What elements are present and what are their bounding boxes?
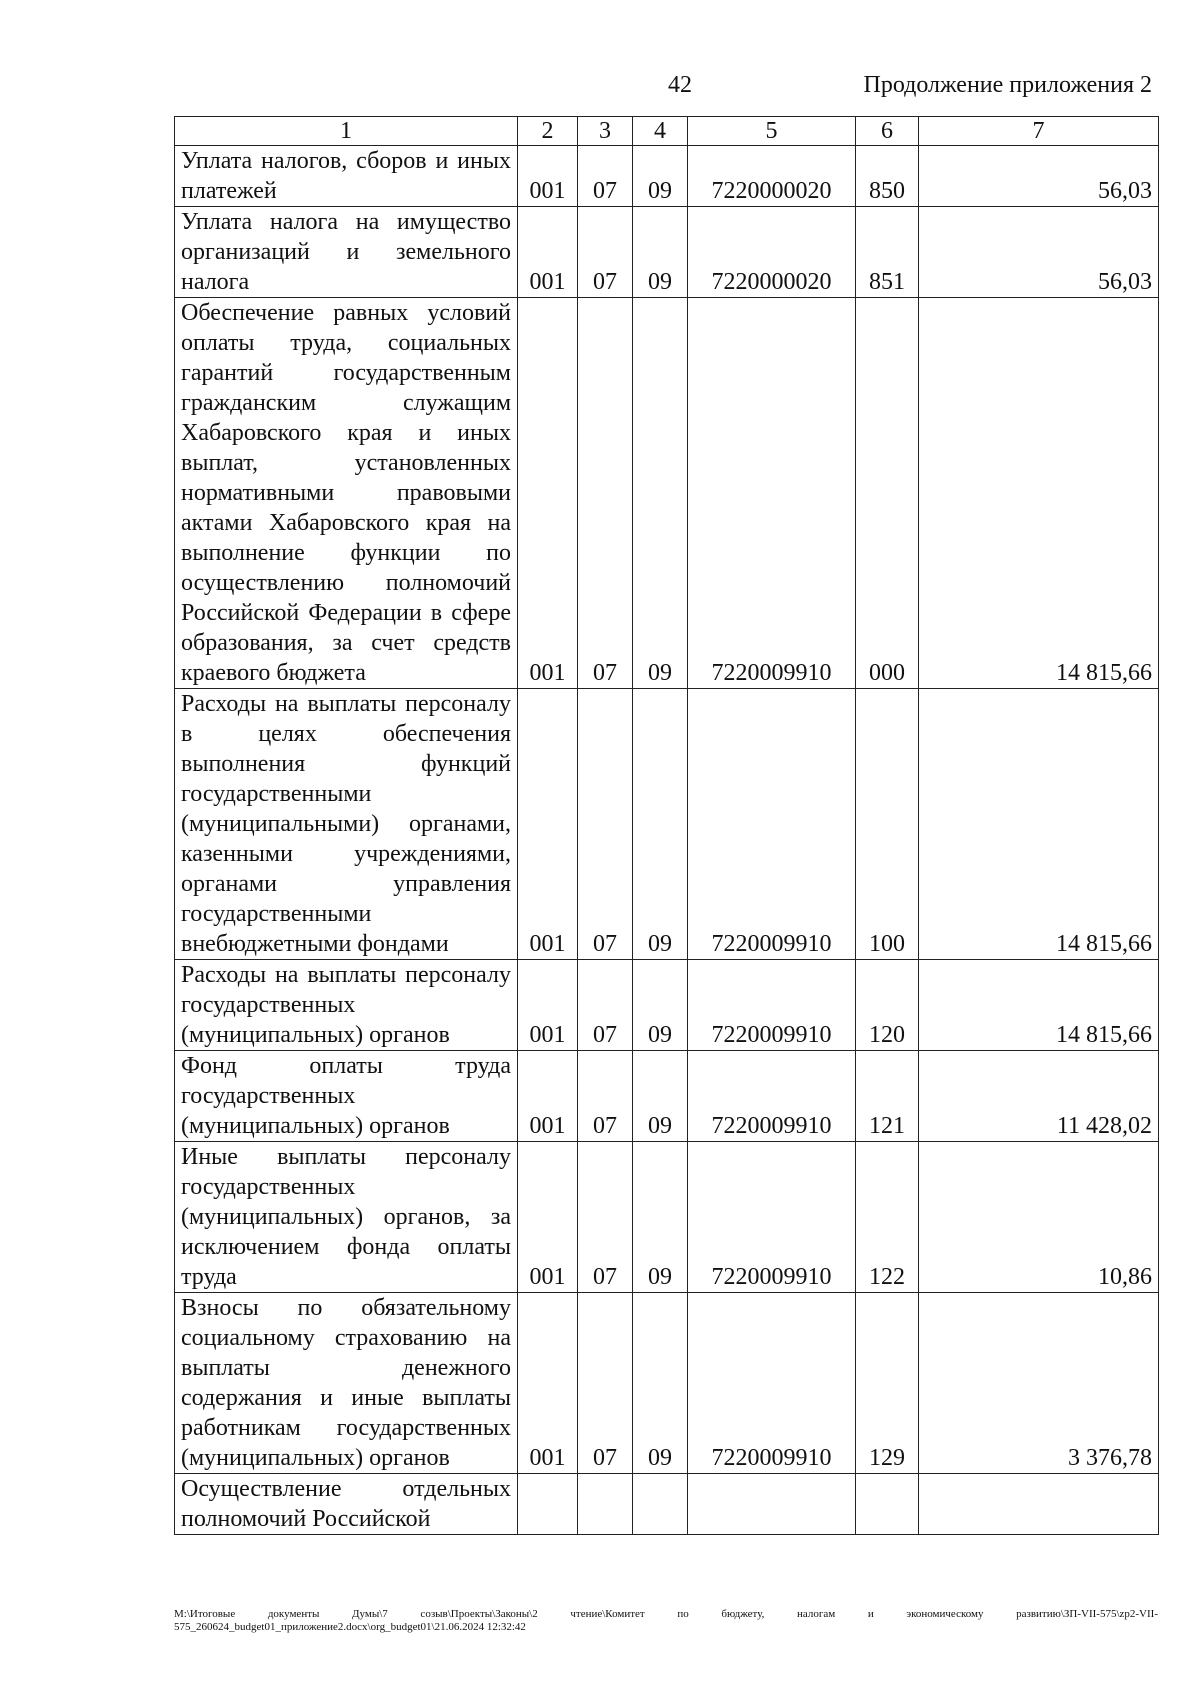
cell-target-article: 7220009910: [688, 1142, 856, 1293]
cell-ministry-code: 001: [518, 1051, 578, 1142]
cell-amount: 3 376,78: [919, 1293, 1159, 1474]
row-description: Обеспечение равных условий оплаты труда, социальных гарантий государственным гражданским служащим Хабаровского края и иных выплат, установленных нормативными правовыми актами Хабаровского края на выполнение функции по осуществлению полномочий Российской Федерации в сфере образования, за счет средств краевого бюджета: [175, 298, 518, 689]
row-description: Уплата налогов, сборов и иных платежей: [175, 146, 518, 207]
cell-section: 07: [578, 1142, 633, 1293]
table-row: [175, 207, 1159, 298]
column-header: 5: [688, 117, 856, 146]
column-header: 3: [578, 117, 633, 146]
table-row: [175, 1293, 1159, 1474]
row-description: Иные выплаты персоналу государственных (муниципальных) органов, за исключением фонда оплаты труда: [175, 1142, 518, 1293]
cell-amount: 56,03: [919, 146, 1159, 207]
row-description: Фонд оплаты труда государственных (муниципальных) органов: [175, 1051, 518, 1142]
cell-subsection: 09: [633, 960, 688, 1051]
cell-expense-type: 000: [856, 298, 919, 689]
cell-target-article: 7220009910: [688, 1051, 856, 1142]
table-row: [175, 146, 1159, 207]
cell-ministry-code: 001: [518, 298, 578, 689]
cell-expense-type: 100: [856, 689, 919, 960]
cell-expense-type: 122: [856, 1142, 919, 1293]
column-header: 6: [856, 117, 919, 146]
cell-section: 07: [578, 1293, 633, 1474]
row-description: Расходы на выплаты персоналу в целях обеспечения выполнения функций государственными (муниципальными) органами, казенными учреждениями, органами управления государственными внебюджетными фондами: [175, 689, 518, 960]
cell-subsection: [633, 1474, 688, 1535]
cell-amount: 56,03: [919, 207, 1159, 298]
table-row: [175, 960, 1159, 1051]
cell-ministry-code: 001: [518, 960, 578, 1051]
row-description: Осуществление отдельных полномочий Российской: [175, 1474, 518, 1535]
cell-ministry-code: [518, 1474, 578, 1535]
cell-target-article: 7220009910: [688, 689, 856, 960]
cell-ministry-code: 001: [518, 1142, 578, 1293]
row-description: Взносы по обязательному социальному страхованию на выплаты денежного содержания и иные выплаты работникам государственных (муниципальных) органов: [175, 1293, 518, 1474]
cell-subsection: 09: [633, 689, 688, 960]
cell-subsection: 09: [633, 146, 688, 207]
document-path-footer: M:\Итоговые документы Думы\7 созыв\Проекты\Законы\2 чтение\Комитет по бюджету, налогам и экономическому развитию\ЗП-VII-575\zp2-VII-575_260624_budget01_приложение2.docx\org_budget01\21.06.2024 12:32:42: [174, 1608, 1158, 1633]
cell-amount: 10,86: [919, 1142, 1159, 1293]
cell-target-article: [688, 1474, 856, 1535]
cell-target-article: 7220000020: [688, 146, 856, 207]
cell-expense-type: 120: [856, 960, 919, 1051]
cell-subsection: 09: [633, 207, 688, 298]
cell-ministry-code: 001: [518, 146, 578, 207]
column-header: 2: [518, 117, 578, 146]
cell-expense-type: 851: [856, 207, 919, 298]
cell-amount: 14 815,66: [919, 960, 1159, 1051]
table-row: [175, 1142, 1159, 1293]
cell-section: 07: [578, 146, 633, 207]
table-row: [175, 1474, 1159, 1535]
continuation-label: Продолжение приложения 2: [863, 72, 1152, 98]
cell-amount: 11 428,02: [919, 1051, 1159, 1142]
cell-ministry-code: 001: [518, 689, 578, 960]
budget-table: [174, 116, 1159, 1535]
cell-subsection: 09: [633, 1293, 688, 1474]
row-description: Уплата налога на имущество организаций и земельного налога: [175, 207, 518, 298]
cell-target-article: 7220009910: [688, 960, 856, 1051]
cell-section: 07: [578, 689, 633, 960]
cell-amount: 14 815,66: [919, 689, 1159, 960]
cell-expense-type: 850: [856, 146, 919, 207]
cell-expense-type: 129: [856, 1293, 919, 1474]
cell-amount: 14 815,66: [919, 298, 1159, 689]
cell-expense-type: 121: [856, 1051, 919, 1142]
cell-section: 07: [578, 960, 633, 1051]
column-header: 4: [633, 117, 688, 146]
cell-section: 07: [578, 207, 633, 298]
cell-section: [578, 1474, 633, 1535]
page-number: 42: [668, 72, 692, 98]
cell-ministry-code: 001: [518, 207, 578, 298]
cell-section: 07: [578, 1051, 633, 1142]
cell-amount: [919, 1474, 1159, 1535]
cell-subsection: 09: [633, 1142, 688, 1293]
cell-section: 07: [578, 298, 633, 689]
cell-ministry-code: 001: [518, 1293, 578, 1474]
row-description: Расходы на выплаты персоналу государственных (муниципальных) органов: [175, 960, 518, 1051]
table-row: [175, 689, 1159, 960]
cell-subsection: 09: [633, 298, 688, 689]
table-header-row: [175, 117, 1159, 146]
table-row: [175, 298, 1159, 689]
column-header: 7: [919, 117, 1159, 146]
cell-target-article: 7220009910: [688, 1293, 856, 1474]
cell-target-article: 7220000020: [688, 207, 856, 298]
table-row: [175, 1051, 1159, 1142]
cell-subsection: 09: [633, 1051, 688, 1142]
cell-expense-type: [856, 1474, 919, 1535]
cell-target-article: 7220009910: [688, 298, 856, 689]
column-header: 1: [175, 117, 518, 146]
